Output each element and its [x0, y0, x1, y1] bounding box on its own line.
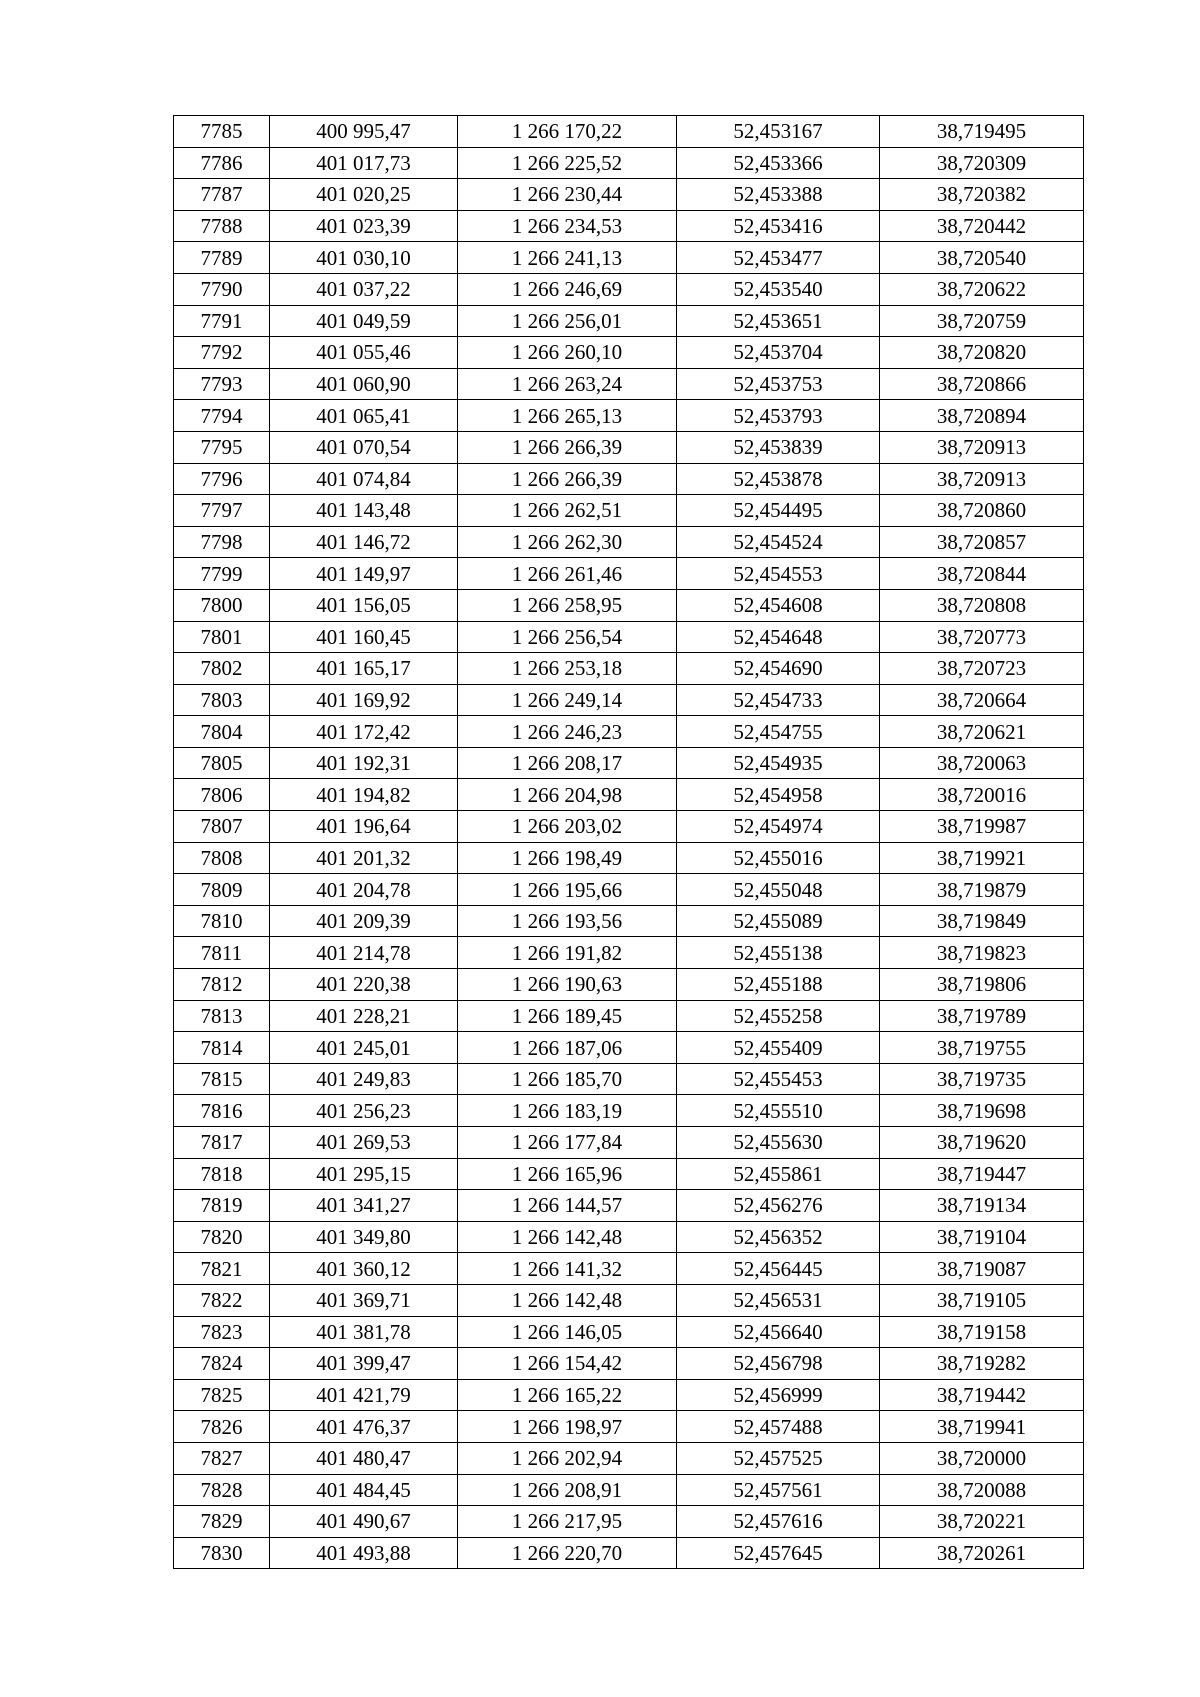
table-row: [174, 400, 1084, 432]
table-row: [174, 305, 1084, 337]
longitude-cell: 38,720723: [880, 653, 1084, 685]
longitude-cell: 38,719789: [880, 1000, 1084, 1032]
y-coordinate-cell: 1 266 249,14: [458, 684, 677, 716]
longitude-cell: 38,719134: [880, 1190, 1084, 1222]
x-coordinate-cell: 401 023,39: [270, 210, 458, 242]
table-row: [174, 368, 1084, 400]
latitude-cell: 52,454608: [677, 589, 880, 621]
table-row: [174, 653, 1084, 685]
point-number-cell: 7826: [174, 1411, 270, 1443]
table-row: [174, 1253, 1084, 1285]
x-coordinate-cell: 401 399,47: [270, 1348, 458, 1380]
x-coordinate-cell: 401 030,10: [270, 242, 458, 274]
x-coordinate-cell: 401 194,82: [270, 779, 458, 811]
table-row: [174, 1190, 1084, 1222]
x-coordinate-cell: 401 209,39: [270, 905, 458, 937]
table-row: [174, 1158, 1084, 1190]
y-coordinate-cell: 1 266 266,39: [458, 431, 677, 463]
x-coordinate-cell: 401 341,27: [270, 1190, 458, 1222]
latitude-cell: 52,454974: [677, 811, 880, 843]
point-number-cell: 7795: [174, 431, 270, 463]
table-row: [174, 1537, 1084, 1569]
point-number-cell: 7786: [174, 147, 270, 179]
y-coordinate-cell: 1 266 260,10: [458, 337, 677, 369]
point-number-cell: 7785: [174, 116, 270, 148]
longitude-cell: 38,719941: [880, 1411, 1084, 1443]
longitude-cell: 38,720540: [880, 242, 1084, 274]
x-coordinate-cell: 401 160,45: [270, 621, 458, 653]
point-number-cell: 7822: [174, 1284, 270, 1316]
point-number-cell: 7789: [174, 242, 270, 274]
latitude-cell: 52,453416: [677, 210, 880, 242]
point-number-cell: 7810: [174, 905, 270, 937]
latitude-cell: 52,455861: [677, 1158, 880, 1190]
point-number-cell: 7807: [174, 811, 270, 843]
latitude-cell: 52,453704: [677, 337, 880, 369]
table-row: [174, 811, 1084, 843]
table-row: [174, 1506, 1084, 1538]
longitude-cell: 38,720622: [880, 273, 1084, 305]
longitude-cell: 38,720808: [880, 589, 1084, 621]
longitude-cell: 38,719806: [880, 969, 1084, 1001]
latitude-cell: 52,455016: [677, 842, 880, 874]
coordinates-table-body: [174, 116, 1084, 1569]
x-coordinate-cell: 401 480,47: [270, 1442, 458, 1474]
x-coordinate-cell: 401 070,54: [270, 431, 458, 463]
table-row: [174, 779, 1084, 811]
point-number-cell: 7799: [174, 558, 270, 590]
y-coordinate-cell: 1 266 146,05: [458, 1316, 677, 1348]
longitude-cell: 38,720857: [880, 526, 1084, 558]
point-number-cell: 7803: [174, 684, 270, 716]
latitude-cell: 52,453878: [677, 463, 880, 495]
x-coordinate-cell: 401 228,21: [270, 1000, 458, 1032]
table-row: [174, 526, 1084, 558]
x-coordinate-cell: 401 169,92: [270, 684, 458, 716]
latitude-cell: 52,453167: [677, 116, 880, 148]
longitude-cell: 38,719879: [880, 874, 1084, 906]
coordinates-table: [173, 115, 1084, 1569]
longitude-cell: 38,720261: [880, 1537, 1084, 1569]
longitude-cell: 38,719921: [880, 842, 1084, 874]
point-number-cell: 7806: [174, 779, 270, 811]
y-coordinate-cell: 1 266 220,70: [458, 1537, 677, 1569]
latitude-cell: 52,455409: [677, 1032, 880, 1064]
y-coordinate-cell: 1 266 246,69: [458, 273, 677, 305]
x-coordinate-cell: 401 349,80: [270, 1221, 458, 1253]
y-coordinate-cell: 1 266 141,32: [458, 1253, 677, 1285]
point-number-cell: 7828: [174, 1474, 270, 1506]
longitude-cell: 38,720866: [880, 368, 1084, 400]
y-coordinate-cell: 1 266 202,94: [458, 1442, 677, 1474]
point-number-cell: 7820: [174, 1221, 270, 1253]
longitude-cell: 38,720621: [880, 716, 1084, 748]
point-number-cell: 7829: [174, 1506, 270, 1538]
longitude-cell: 38,720844: [880, 558, 1084, 590]
longitude-cell: 38,719158: [880, 1316, 1084, 1348]
y-coordinate-cell: 1 266 234,53: [458, 210, 677, 242]
x-coordinate-cell: 401 493,88: [270, 1537, 458, 1569]
latitude-cell: 52,456352: [677, 1221, 880, 1253]
y-coordinate-cell: 1 266 258,95: [458, 589, 677, 621]
latitude-cell: 52,455089: [677, 905, 880, 937]
y-coordinate-cell: 1 266 185,70: [458, 1063, 677, 1095]
point-number-cell: 7794: [174, 400, 270, 432]
table-row: [174, 1032, 1084, 1064]
table-row: [174, 1063, 1084, 1095]
point-number-cell: 7815: [174, 1063, 270, 1095]
x-coordinate-cell: 401 143,48: [270, 495, 458, 527]
x-coordinate-cell: 401 295,15: [270, 1158, 458, 1190]
longitude-cell: 38,719620: [880, 1127, 1084, 1159]
document-page: [173, 115, 1083, 1569]
table-row: [174, 558, 1084, 590]
y-coordinate-cell: 1 266 165,96: [458, 1158, 677, 1190]
x-coordinate-cell: 401 249,83: [270, 1063, 458, 1095]
x-coordinate-cell: 401 020,25: [270, 179, 458, 211]
latitude-cell: 52,453366: [677, 147, 880, 179]
y-coordinate-cell: 1 266 193,56: [458, 905, 677, 937]
latitude-cell: 52,456640: [677, 1316, 880, 1348]
y-coordinate-cell: 1 266 208,91: [458, 1474, 677, 1506]
table-row: [174, 842, 1084, 874]
point-number-cell: 7825: [174, 1379, 270, 1411]
table-row: [174, 147, 1084, 179]
y-coordinate-cell: 1 266 266,39: [458, 463, 677, 495]
point-number-cell: 7817: [174, 1127, 270, 1159]
longitude-cell: 38,720860: [880, 495, 1084, 527]
x-coordinate-cell: 401 055,46: [270, 337, 458, 369]
latitude-cell: 52,457645: [677, 1537, 880, 1569]
longitude-cell: 38,720894: [880, 400, 1084, 432]
x-coordinate-cell: 401 490,67: [270, 1506, 458, 1538]
table-row: [174, 210, 1084, 242]
y-coordinate-cell: 1 266 262,30: [458, 526, 677, 558]
x-coordinate-cell: 401 256,23: [270, 1095, 458, 1127]
longitude-cell: 38,719104: [880, 1221, 1084, 1253]
latitude-cell: 52,457525: [677, 1442, 880, 1474]
table-row: [174, 1348, 1084, 1380]
x-coordinate-cell: 401 220,38: [270, 969, 458, 1001]
y-coordinate-cell: 1 266 217,95: [458, 1506, 677, 1538]
x-coordinate-cell: 400 995,47: [270, 116, 458, 148]
point-number-cell: 7787: [174, 179, 270, 211]
longitude-cell: 38,719282: [880, 1348, 1084, 1380]
y-coordinate-cell: 1 266 263,24: [458, 368, 677, 400]
latitude-cell: 52,457616: [677, 1506, 880, 1538]
table-row: [174, 1284, 1084, 1316]
y-coordinate-cell: 1 266 204,98: [458, 779, 677, 811]
point-number-cell: 7816: [174, 1095, 270, 1127]
point-number-cell: 7821: [174, 1253, 270, 1285]
y-coordinate-cell: 1 266 262,51: [458, 495, 677, 527]
latitude-cell: 52,454495: [677, 495, 880, 527]
point-number-cell: 7800: [174, 589, 270, 621]
y-coordinate-cell: 1 266 142,48: [458, 1221, 677, 1253]
table-row: [174, 116, 1084, 148]
table-row: [174, 1442, 1084, 1474]
x-coordinate-cell: 401 017,73: [270, 147, 458, 179]
point-number-cell: 7814: [174, 1032, 270, 1064]
y-coordinate-cell: 1 266 203,02: [458, 811, 677, 843]
longitude-cell: 38,719849: [880, 905, 1084, 937]
longitude-cell: 38,720664: [880, 684, 1084, 716]
x-coordinate-cell: 401 149,97: [270, 558, 458, 590]
x-coordinate-cell: 401 245,01: [270, 1032, 458, 1064]
longitude-cell: 38,719442: [880, 1379, 1084, 1411]
latitude-cell: 52,456999: [677, 1379, 880, 1411]
latitude-cell: 52,454733: [677, 684, 880, 716]
table-row: [174, 1221, 1084, 1253]
table-row: [174, 1474, 1084, 1506]
point-number-cell: 7812: [174, 969, 270, 1001]
x-coordinate-cell: 401 269,53: [270, 1127, 458, 1159]
x-coordinate-cell: 401 214,78: [270, 937, 458, 969]
point-number-cell: 7797: [174, 495, 270, 527]
table-row: [174, 431, 1084, 463]
point-number-cell: 7805: [174, 747, 270, 779]
x-coordinate-cell: 401 146,72: [270, 526, 458, 558]
table-row: [174, 273, 1084, 305]
latitude-cell: 52,457561: [677, 1474, 880, 1506]
y-coordinate-cell: 1 266 144,57: [458, 1190, 677, 1222]
longitude-cell: 38,719823: [880, 937, 1084, 969]
table-row: [174, 747, 1084, 779]
x-coordinate-cell: 401 192,31: [270, 747, 458, 779]
longitude-cell: 38,720913: [880, 463, 1084, 495]
latitude-cell: 52,453839: [677, 431, 880, 463]
point-number-cell: 7824: [174, 1348, 270, 1380]
latitude-cell: 52,453477: [677, 242, 880, 274]
y-coordinate-cell: 1 266 195,66: [458, 874, 677, 906]
longitude-cell: 38,720000: [880, 1442, 1084, 1474]
latitude-cell: 52,454524: [677, 526, 880, 558]
y-coordinate-cell: 1 266 253,18: [458, 653, 677, 685]
table-row: [174, 1379, 1084, 1411]
point-number-cell: 7819: [174, 1190, 270, 1222]
x-coordinate-cell: 401 421,79: [270, 1379, 458, 1411]
point-number-cell: 7811: [174, 937, 270, 969]
y-coordinate-cell: 1 266 170,22: [458, 116, 677, 148]
latitude-cell: 52,453753: [677, 368, 880, 400]
y-coordinate-cell: 1 266 246,23: [458, 716, 677, 748]
longitude-cell: 38,720221: [880, 1506, 1084, 1538]
table-row: [174, 716, 1084, 748]
x-coordinate-cell: 401 484,45: [270, 1474, 458, 1506]
y-coordinate-cell: 1 266 189,45: [458, 1000, 677, 1032]
latitude-cell: 52,454755: [677, 716, 880, 748]
point-number-cell: 7791: [174, 305, 270, 337]
y-coordinate-cell: 1 266 261,46: [458, 558, 677, 590]
table-row: [174, 969, 1084, 1001]
table-row: [174, 874, 1084, 906]
latitude-cell: 52,455453: [677, 1063, 880, 1095]
table-row: [174, 1316, 1084, 1348]
point-number-cell: 7823: [174, 1316, 270, 1348]
latitude-cell: 52,456445: [677, 1253, 880, 1285]
latitude-cell: 52,454958: [677, 779, 880, 811]
y-coordinate-cell: 1 266 187,06: [458, 1032, 677, 1064]
point-number-cell: 7830: [174, 1537, 270, 1569]
longitude-cell: 38,720382: [880, 179, 1084, 211]
point-number-cell: 7818: [174, 1158, 270, 1190]
x-coordinate-cell: 401 065,41: [270, 400, 458, 432]
y-coordinate-cell: 1 266 208,17: [458, 747, 677, 779]
latitude-cell: 52,457488: [677, 1411, 880, 1443]
longitude-cell: 38,720088: [880, 1474, 1084, 1506]
table-row: [174, 905, 1084, 937]
x-coordinate-cell: 401 201,32: [270, 842, 458, 874]
point-number-cell: 7809: [174, 874, 270, 906]
latitude-cell: 52,453540: [677, 273, 880, 305]
x-coordinate-cell: 401 196,64: [270, 811, 458, 843]
longitude-cell: 38,720442: [880, 210, 1084, 242]
y-coordinate-cell: 1 266 177,84: [458, 1127, 677, 1159]
latitude-cell: 52,453388: [677, 179, 880, 211]
y-coordinate-cell: 1 266 154,42: [458, 1348, 677, 1380]
latitude-cell: 52,455188: [677, 969, 880, 1001]
point-number-cell: 7802: [174, 653, 270, 685]
latitude-cell: 52,453793: [677, 400, 880, 432]
x-coordinate-cell: 401 360,12: [270, 1253, 458, 1285]
latitude-cell: 52,455630: [677, 1127, 880, 1159]
y-coordinate-cell: 1 266 256,54: [458, 621, 677, 653]
x-coordinate-cell: 401 476,37: [270, 1411, 458, 1443]
point-number-cell: 7788: [174, 210, 270, 242]
point-number-cell: 7827: [174, 1442, 270, 1474]
table-row: [174, 463, 1084, 495]
y-coordinate-cell: 1 266 183,19: [458, 1095, 677, 1127]
longitude-cell: 38,719698: [880, 1095, 1084, 1127]
longitude-cell: 38,719105: [880, 1284, 1084, 1316]
table-row: [174, 495, 1084, 527]
longitude-cell: 38,719087: [880, 1253, 1084, 1285]
table-row: [174, 1127, 1084, 1159]
y-coordinate-cell: 1 266 198,97: [458, 1411, 677, 1443]
latitude-cell: 52,454935: [677, 747, 880, 779]
latitude-cell: 52,453651: [677, 305, 880, 337]
table-row: [174, 621, 1084, 653]
table-row: [174, 589, 1084, 621]
y-coordinate-cell: 1 266 142,48: [458, 1284, 677, 1316]
latitude-cell: 52,455258: [677, 1000, 880, 1032]
x-coordinate-cell: 401 165,17: [270, 653, 458, 685]
latitude-cell: 52,456276: [677, 1190, 880, 1222]
point-number-cell: 7808: [174, 842, 270, 874]
x-coordinate-cell: 401 369,71: [270, 1284, 458, 1316]
longitude-cell: 38,719447: [880, 1158, 1084, 1190]
latitude-cell: 52,456798: [677, 1348, 880, 1380]
x-coordinate-cell: 401 172,42: [270, 716, 458, 748]
longitude-cell: 38,720063: [880, 747, 1084, 779]
point-number-cell: 7792: [174, 337, 270, 369]
table-row: [174, 337, 1084, 369]
latitude-cell: 52,454690: [677, 653, 880, 685]
longitude-cell: 38,720759: [880, 305, 1084, 337]
x-coordinate-cell: 401 049,59: [270, 305, 458, 337]
latitude-cell: 52,455510: [677, 1095, 880, 1127]
longitude-cell: 38,720820: [880, 337, 1084, 369]
table-row: [174, 242, 1084, 274]
y-coordinate-cell: 1 266 265,13: [458, 400, 677, 432]
x-coordinate-cell: 401 204,78: [270, 874, 458, 906]
longitude-cell: 38,719495: [880, 116, 1084, 148]
latitude-cell: 52,455138: [677, 937, 880, 969]
table-row: [174, 684, 1084, 716]
point-number-cell: 7813: [174, 1000, 270, 1032]
y-coordinate-cell: 1 266 256,01: [458, 305, 677, 337]
longitude-cell: 38,720309: [880, 147, 1084, 179]
y-coordinate-cell: 1 266 190,63: [458, 969, 677, 1001]
y-coordinate-cell: 1 266 191,82: [458, 937, 677, 969]
point-number-cell: 7798: [174, 526, 270, 558]
latitude-cell: 52,455048: [677, 874, 880, 906]
latitude-cell: 52,454648: [677, 621, 880, 653]
longitude-cell: 38,720773: [880, 621, 1084, 653]
point-number-cell: 7793: [174, 368, 270, 400]
longitude-cell: 38,719755: [880, 1032, 1084, 1064]
point-number-cell: 7801: [174, 621, 270, 653]
longitude-cell: 38,719735: [880, 1063, 1084, 1095]
table-row: [174, 179, 1084, 211]
table-row: [174, 1095, 1084, 1127]
x-coordinate-cell: 401 156,05: [270, 589, 458, 621]
point-number-cell: 7796: [174, 463, 270, 495]
longitude-cell: 38,719987: [880, 811, 1084, 843]
point-number-cell: 7790: [174, 273, 270, 305]
table-row: [174, 1000, 1084, 1032]
point-number-cell: 7804: [174, 716, 270, 748]
latitude-cell: 52,456531: [677, 1284, 880, 1316]
y-coordinate-cell: 1 266 230,44: [458, 179, 677, 211]
longitude-cell: 38,720016: [880, 779, 1084, 811]
y-coordinate-cell: 1 266 225,52: [458, 147, 677, 179]
y-coordinate-cell: 1 266 198,49: [458, 842, 677, 874]
table-row: [174, 937, 1084, 969]
x-coordinate-cell: 401 037,22: [270, 273, 458, 305]
x-coordinate-cell: 401 060,90: [270, 368, 458, 400]
y-coordinate-cell: 1 266 165,22: [458, 1379, 677, 1411]
table-row: [174, 1411, 1084, 1443]
longitude-cell: 38,720913: [880, 431, 1084, 463]
y-coordinate-cell: 1 266 241,13: [458, 242, 677, 274]
x-coordinate-cell: 401 381,78: [270, 1316, 458, 1348]
latitude-cell: 52,454553: [677, 558, 880, 590]
x-coordinate-cell: 401 074,84: [270, 463, 458, 495]
